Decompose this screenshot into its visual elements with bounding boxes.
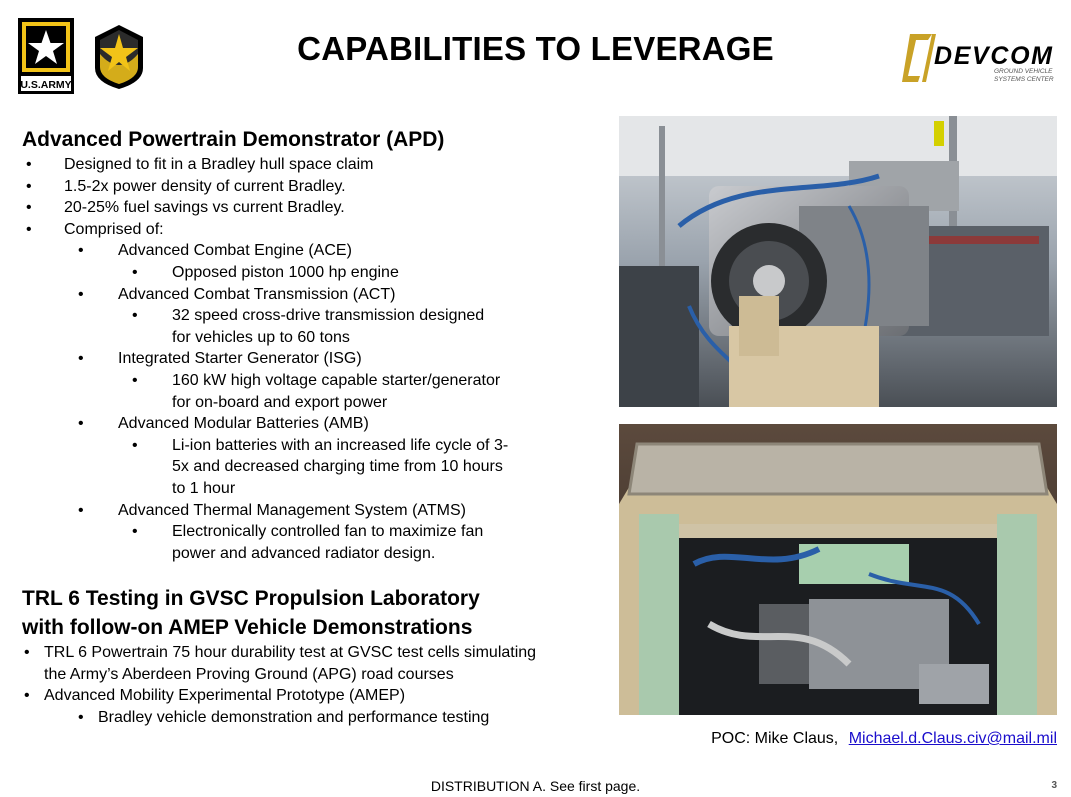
list-item-cont: the Army’s Aberdeen Proving Ground (APG) road courses bbox=[44, 665, 454, 683]
apd-heading: Advanced Powertrain Demonstrator (APD) bbox=[22, 128, 445, 151]
content-column bbox=[22, 128, 612, 729]
component-detail-cont: power and advanced radiator design. bbox=[172, 544, 436, 562]
component-amb: • Advanced Modular Batteries (AMB) bbox=[78, 415, 369, 433]
poc-contact bbox=[711, 730, 1057, 748]
component-detail: • Opposed piston 1000 hp engine bbox=[132, 263, 399, 281]
poc-email-link[interactable]: Michael.d.Claus.civ@mail.mil bbox=[848, 730, 1057, 747]
devcom-subtitle-line1: GROUND VEHICLE bbox=[994, 68, 1053, 75]
component-detail-cont: 5x and decreased charging time from 10 hours bbox=[172, 458, 503, 476]
component-detail: • Electronically controlled fan to maximize fan bbox=[132, 523, 484, 541]
list-item: • Designed to fit in a Bradley hull space claim bbox=[26, 156, 374, 173]
devcom-logo-text: DEVCOM bbox=[934, 42, 1052, 70]
powertrain-test-photo bbox=[619, 116, 1057, 407]
list-item: • 1.5-2x power density of current Bradley. bbox=[26, 177, 346, 195]
component-detail-cont: for vehicles up to 60 tons bbox=[172, 328, 350, 346]
component-detail-cont: for on-board and export power bbox=[172, 393, 388, 411]
component-act: • Advanced Combat Transmission (ACT) bbox=[78, 285, 396, 303]
trl-heading: TRL 6 Testing in GVSC Propulsion Laboratory with follow-on AMEP Vehicle Demonstrations bbox=[22, 587, 480, 640]
distribution-statement: DISTRIBUTION A. See first page. bbox=[430, 778, 641, 794]
component-detail-cont: to 1 hour bbox=[172, 479, 236, 497]
component-detail: • 32 speed cross-drive transmission designed bbox=[132, 307, 485, 325]
list-item: • Bradley vehicle demonstration and performance testing bbox=[78, 709, 490, 727]
amep-vehicle-photo bbox=[619, 424, 1057, 715]
component-detail: • Li-ion batteries with an increased life cycle of 3- bbox=[132, 436, 509, 454]
list-item: • Advanced Mobility Experimental Prototype (AMEP) bbox=[24, 687, 406, 705]
page-title: CAPABILITIES TO LEVERAGE bbox=[297, 30, 774, 67]
devcom-subtitle-line2: SYSTEMS CENTER bbox=[994, 76, 1054, 83]
component-ace: • Advanced Combat Engine (ACE) bbox=[78, 242, 352, 260]
list-item: • 20-25% fuel savings vs current Bradley. bbox=[26, 199, 345, 217]
devcom-logo bbox=[902, 30, 1062, 86]
list-item: • Comprised of: bbox=[26, 220, 164, 238]
component-atms: • Advanced Thermal Management System (ATMS) bbox=[78, 501, 466, 519]
component-detail: • 160 kW high voltage capable starter/generator bbox=[132, 371, 501, 389]
poc-label: POC: Mike Claus, bbox=[711, 730, 839, 747]
page-number: 3 bbox=[1051, 780, 1057, 791]
list-item: • TRL 6 Powertrain 75 hour durability test at GVSC test cells simulating bbox=[24, 644, 537, 662]
component-isg: • Integrated Starter Generator (ISG) bbox=[78, 350, 362, 368]
army-logo-text: U.S.ARMY bbox=[20, 79, 72, 91]
